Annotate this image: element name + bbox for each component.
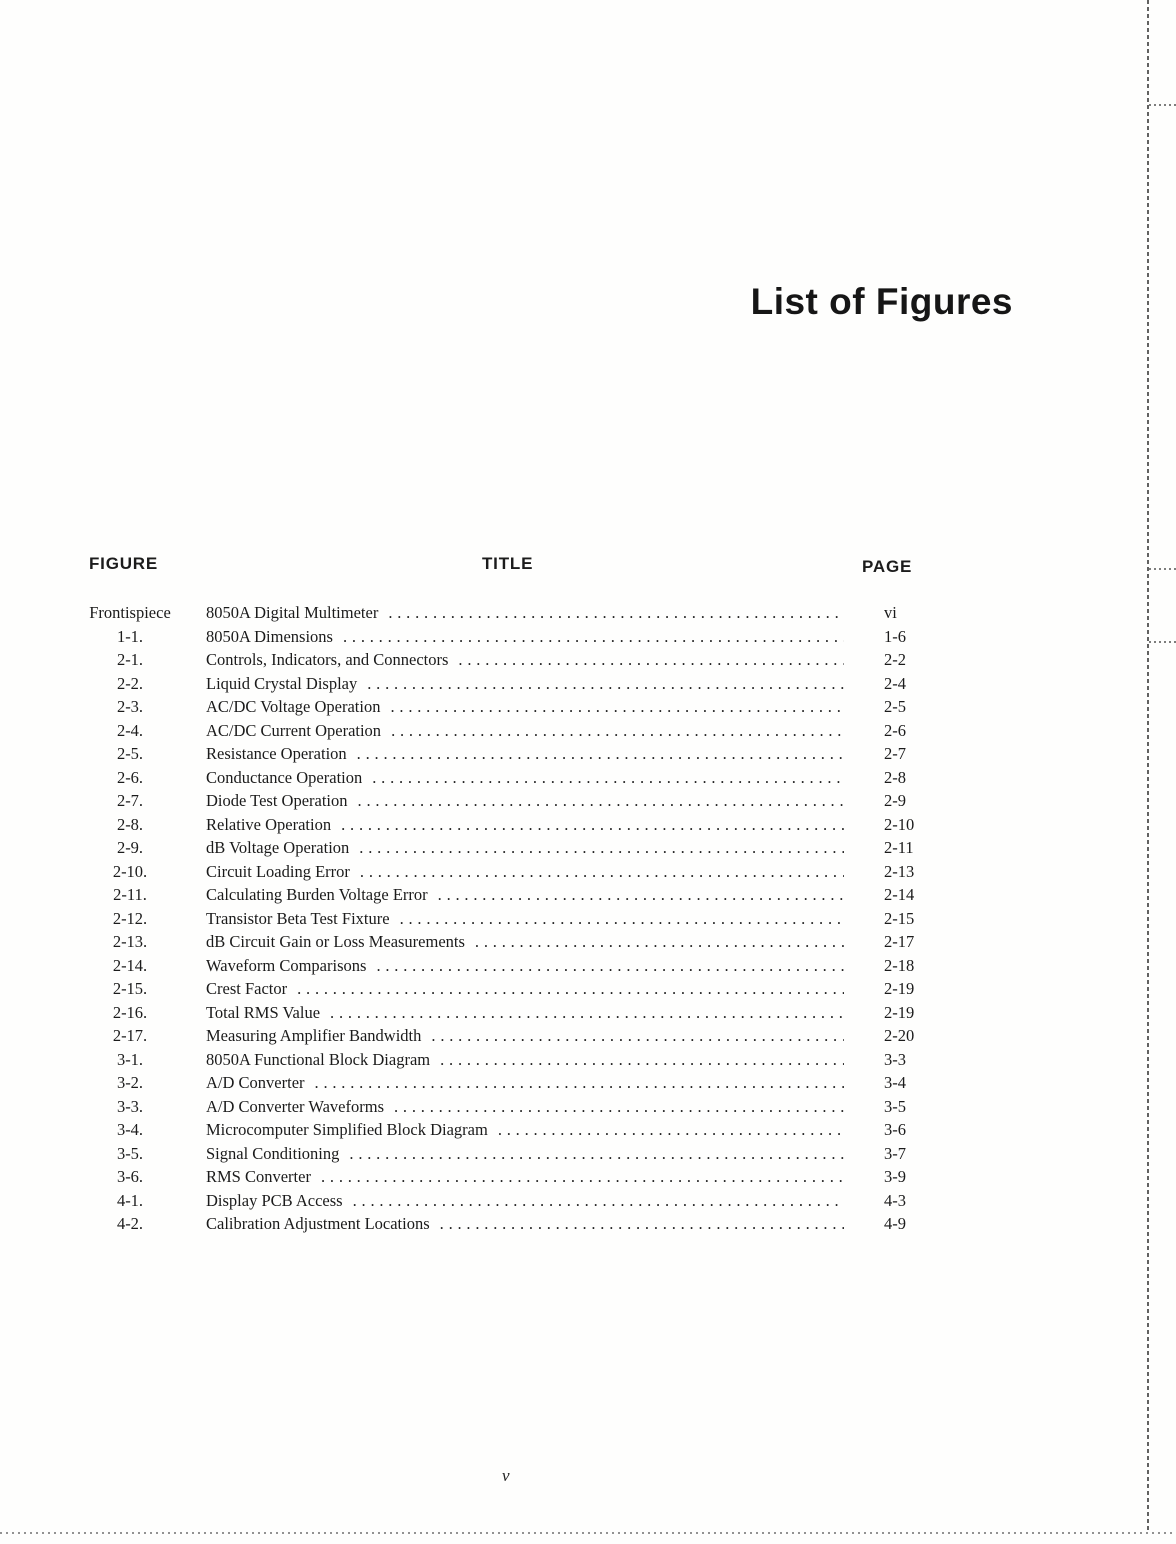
table-row (70, 1118, 932, 1142)
page-number: 2-18 (884, 955, 915, 975)
page-number: 2-15 (884, 908, 915, 928)
page-number: 2-5 (884, 697, 906, 716)
page-number: 3-7 (884, 1143, 906, 1163)
figure-title: Circuit Loading Error (206, 861, 350, 881)
page-number: 2-9 (884, 791, 906, 810)
figure-number: 4-2. (116, 1214, 144, 1233)
table-row (70, 1001, 932, 1025)
dot-leader (320, 1001, 844, 1025)
dot-leader (428, 883, 844, 907)
figure-title: Conductance Operation (206, 767, 363, 787)
figure-number: 2-13. (112, 932, 148, 951)
page-number: 2-14 (884, 885, 915, 904)
column-header-title: TITLE (482, 554, 534, 573)
page-number: 2-2 (884, 650, 906, 669)
page-number: 2-13 (884, 861, 915, 881)
figure-number: 2-5. (116, 744, 144, 763)
figure-title: Diode Test Operation (206, 791, 348, 810)
page-title: List of Figures (750, 281, 1013, 322)
page-number: 2-8 (884, 767, 906, 787)
table-row (70, 907, 932, 931)
table-row (70, 625, 932, 649)
dot-leader (384, 1095, 844, 1119)
dot-leader (348, 789, 844, 813)
dot-leader (465, 930, 844, 954)
page-number: 3-4 (884, 1073, 906, 1092)
page-number: 2-6 (884, 720, 906, 740)
dot-leader (378, 601, 844, 625)
figure-title: 8050A Dimensions (206, 626, 333, 646)
figure-title: 8050A Digital Multimeter (206, 603, 379, 622)
figure-title: Measuring Amplifier Bandwidth (206, 1026, 422, 1045)
figure-title: Signal Conditioning (206, 1143, 340, 1163)
page-number: 3-6 (884, 1120, 906, 1139)
page-number: 3-3 (884, 1049, 906, 1069)
figure-number: 2-4. (116, 720, 144, 740)
figure-number: 2-2. (116, 673, 144, 693)
table-row (70, 977, 932, 1001)
scan-bottom-dotted-line (0, 1532, 1176, 1534)
figure-title: dB Circuit Gain or Loss Measurements (206, 932, 465, 951)
page-number: 2-11 (884, 838, 914, 857)
dot-leader (448, 648, 844, 672)
dot-leader (380, 695, 844, 719)
scan-right-edge-line (1147, 0, 1149, 1531)
dot-leader (357, 672, 844, 696)
figure-title: Resistance Operation (206, 744, 347, 763)
dot-leader (287, 977, 844, 1001)
figure-number: 2-8. (116, 814, 144, 834)
footer-page-number: v (502, 1466, 510, 1485)
figure-title: Relative Operation (206, 814, 332, 834)
figure-number: 2-14. (112, 955, 148, 975)
page-number: 4-9 (884, 1214, 906, 1233)
table-row (70, 883, 932, 907)
column-header-page: PAGE (862, 557, 1176, 1544)
page-number: 2-20 (884, 1026, 915, 1045)
column-header-figure: FIGURE (89, 554, 159, 573)
page-number: 2-17 (884, 932, 915, 951)
figure-title: Waveform Comparisons (206, 955, 367, 975)
table-row (70, 1071, 932, 1095)
figure-title: Total RMS Value (206, 1002, 321, 1022)
figure-title: Liquid Crystal Display (206, 673, 358, 693)
scan-edge-tick (1149, 568, 1176, 570)
table-row (70, 766, 932, 790)
figure-title: Transistor Beta Test Fixture (206, 908, 390, 928)
figure-number: 2-16. (112, 1002, 148, 1022)
table-row (70, 1095, 932, 1119)
figure-number: 2-11. (113, 885, 147, 904)
dot-leader (421, 1024, 844, 1048)
dot-leader (347, 742, 844, 766)
table-row (70, 601, 932, 625)
figure-number: 2-1. (116, 650, 144, 669)
page-number: vi (884, 603, 897, 622)
table-row (70, 836, 932, 860)
page-number: 2-19 (884, 1002, 915, 1022)
figure-title: Crest Factor (206, 979, 288, 998)
dot-leader (305, 1071, 844, 1095)
figure-number: 3-3. (116, 1096, 144, 1116)
dot-leader (343, 1189, 844, 1213)
figure-number: 2-6. (116, 767, 144, 787)
page-number: 3-5 (884, 1096, 906, 1116)
figures-table-body (70, 601, 932, 1236)
dot-leader (366, 954, 844, 978)
table-row (70, 813, 932, 837)
table-row (70, 860, 932, 884)
figure-number: 2-17. (112, 1026, 148, 1045)
figure-title: AC/DC Current Operation (206, 720, 382, 740)
figure-title: A/D Converter Waveforms (206, 1096, 384, 1116)
table-row (70, 1212, 932, 1236)
figure-number: 4-1. (116, 1190, 144, 1210)
dot-leader (430, 1212, 844, 1236)
scan-edge-tick (1149, 104, 1176, 106)
table-row (70, 930, 932, 954)
dot-leader (311, 1165, 844, 1189)
table-row (70, 695, 932, 719)
page-number: 3-9 (884, 1167, 906, 1186)
table-row (70, 719, 932, 743)
table-row (70, 1189, 932, 1213)
figure-number: 3-2. (116, 1073, 144, 1092)
dot-leader (333, 625, 844, 649)
figure-number: 3-5. (116, 1143, 144, 1163)
figure-number: 2-3. (116, 697, 144, 716)
dot-leader (390, 907, 844, 931)
scan-edge-tick (1149, 641, 1176, 643)
table-row (70, 1048, 932, 1072)
table-row (70, 789, 932, 813)
dot-leader (488, 1118, 844, 1142)
page-number: 2-4 (884, 673, 906, 693)
figure-number: 2-15. (112, 979, 148, 998)
figure-number: 3-1. (116, 1049, 144, 1069)
figure-title: Calibration Adjustment Locations (206, 1214, 430, 1233)
dot-leader (331, 813, 844, 837)
page-number: 2-7 (884, 744, 906, 763)
figure-title: Controls, Indicators, and Connectors (206, 650, 449, 669)
table-row (70, 742, 932, 766)
figure-number: 2-9. (116, 838, 144, 857)
figure-number: Frontispiece (89, 603, 171, 622)
figure-title: A/D Converter (206, 1073, 305, 1092)
dot-leader (339, 1142, 844, 1166)
figure-number: 2-7. (116, 791, 144, 810)
figure-number: 2-10. (112, 861, 148, 881)
figure-number: 2-12. (112, 908, 148, 928)
dot-leader (430, 1048, 844, 1072)
table-row (70, 1024, 932, 1048)
page-number: 2-10 (884, 814, 915, 834)
table-row (70, 1165, 932, 1189)
dot-leader (381, 719, 844, 743)
figure-title: RMS Converter (206, 1167, 311, 1186)
table-row (70, 648, 932, 672)
figure-number: 1-1. (116, 626, 144, 646)
figure-title: Display PCB Access (206, 1190, 343, 1210)
table-row (70, 954, 932, 978)
table-row (70, 672, 932, 696)
figure-title: Microcomputer Simplified Block Diagram (206, 1120, 488, 1139)
figure-title: dB Voltage Operation (206, 838, 350, 857)
figure-title: AC/DC Voltage Operation (206, 697, 381, 716)
dot-leader (362, 766, 844, 790)
figure-title: 8050A Functional Block Diagram (206, 1049, 431, 1069)
dot-leader (350, 860, 844, 884)
figure-title: Calculating Burden Voltage Error (206, 885, 428, 904)
dot-leader (349, 836, 844, 860)
page-number: 2-19 (884, 979, 915, 998)
figure-number: 3-6. (116, 1167, 144, 1186)
figure-number: 3-4. (116, 1120, 144, 1139)
page-number: 4-3 (884, 1190, 906, 1210)
page-number: 1-6 (884, 626, 906, 646)
table-row (70, 1142, 932, 1166)
